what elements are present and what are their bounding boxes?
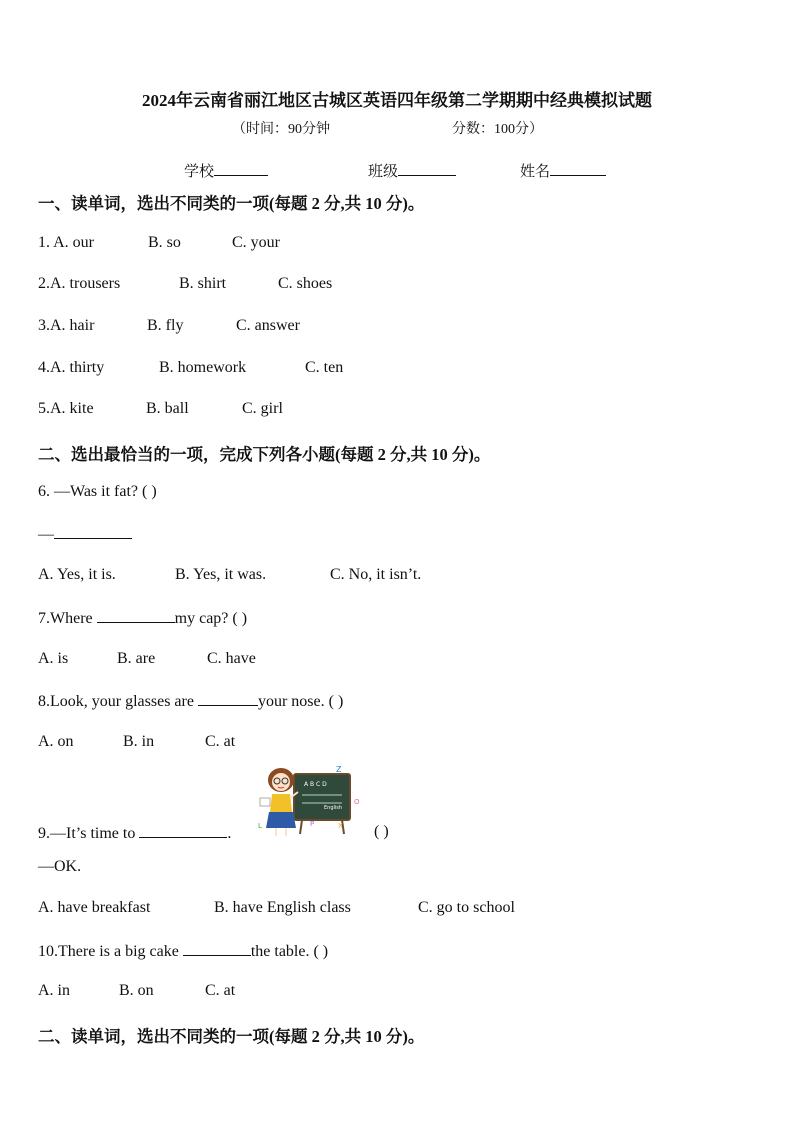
- q10-text-pre: 10.There is a big cake: [38, 943, 179, 960]
- question-9: [38, 823, 231, 843]
- school-blank: [214, 161, 268, 176]
- letter-z: Z: [336, 765, 342, 774]
- name-field: [520, 160, 606, 181]
- q7-blank: [97, 608, 175, 623]
- teacher-chalkboard-svg: [254, 762, 360, 840]
- name-label: 姓名: [520, 164, 551, 180]
- letter-o: O: [354, 798, 360, 806]
- q10-blank: [183, 941, 251, 956]
- q9-reply: —OK.: [38, 858, 82, 875]
- q10-option-b: B. on: [119, 982, 154, 999]
- class-field: [368, 160, 456, 181]
- board-word: English: [324, 805, 343, 811]
- q5-option-b: B. ball: [146, 400, 189, 417]
- q10-text-post: the table. ( ): [250, 943, 329, 960]
- q9-option-c: C. go to school: [418, 899, 515, 916]
- q9-paren: ( ): [374, 823, 389, 840]
- q2-option-b: B. shirt: [179, 275, 227, 292]
- question-4: [38, 359, 343, 377]
- exam-score: 分数：100分）: [452, 122, 543, 137]
- q4-option-c: C. ten: [305, 359, 344, 376]
- q7-option-c: C. have: [207, 650, 256, 667]
- teacher-skirt: [266, 812, 296, 828]
- q2-option-c: C. shoes: [278, 275, 333, 292]
- q1-option-b: B. so: [148, 234, 181, 251]
- q6-option-c: C. No, it isn’t.: [330, 566, 422, 583]
- section3-heading: 二、读单词，选出不同类的一项(每题 2 分,共 10 分)。: [38, 1027, 425, 1046]
- q4-option-a: 4.A. thirty: [38, 359, 105, 376]
- q6-options: [38, 566, 421, 584]
- q3-option-c: C. answer: [236, 317, 300, 334]
- q9-option-a: A. have breakfast: [38, 899, 151, 916]
- q9-text-pre: 9.—It’s time to: [38, 825, 136, 842]
- q5-option-c: C. girl: [242, 400, 283, 417]
- section1-heading: 一、读单词，选出不同类的一项(每题 2 分,共 10 分)。: [38, 194, 425, 213]
- question-10: [38, 941, 328, 961]
- q6-option-b: B. Yes, it was.: [175, 566, 267, 583]
- school-field: [184, 160, 268, 181]
- q8-option-b: B. in: [123, 733, 155, 750]
- q6-dash: —: [38, 526, 54, 543]
- q7-options: [38, 650, 256, 668]
- class-label: 班级: [368, 164, 399, 180]
- q10-option-c: C. at: [205, 982, 236, 999]
- school-label: 学校: [184, 164, 215, 180]
- q3-option-b: B. fly: [147, 317, 184, 334]
- teacher-shirt: [270, 794, 292, 812]
- exam-time: （时间：90分钟: [232, 122, 330, 137]
- q9-options: [38, 899, 515, 917]
- question-3: [38, 317, 300, 335]
- q4-option-b: B. homework: [159, 359, 247, 376]
- question-1: [38, 234, 280, 252]
- letter-x: X: [338, 822, 343, 830]
- q8-text-pre: 8.Look, your glasses are: [38, 693, 194, 710]
- q7-text-post: my cap? ( ): [174, 610, 248, 627]
- q6-option-a: A. Yes, it is.: [38, 566, 116, 583]
- q6-answer-line: [38, 524, 132, 544]
- q2-option-a: 2.A. trousers: [38, 275, 121, 292]
- book-icon: [260, 798, 270, 806]
- q8-text-post: your nose. ( ): [257, 693, 344, 710]
- question-5: [38, 400, 283, 418]
- q8-options: [38, 733, 235, 751]
- question-6: 6. —Was it fat? ( ): [38, 483, 157, 500]
- q6-blank: [54, 524, 132, 539]
- board-letters: A B C D: [304, 781, 327, 788]
- question-7: [38, 608, 247, 628]
- teacher-chalkboard-illustration: [254, 762, 360, 840]
- q1-option-a: 1. A. our: [38, 234, 94, 251]
- question-2: [38, 275, 332, 293]
- letter-p: P: [310, 820, 315, 828]
- q3-option-a: 3.A. hair: [38, 317, 95, 334]
- q1-option-c: C. your: [232, 234, 280, 251]
- question-8: [38, 691, 343, 711]
- q8-blank: [198, 691, 258, 706]
- q10-options: [38, 982, 235, 1000]
- section2-heading: 二、选出最恰当的一项，完成下列各小题(每题 2 分,共 10 分)。: [38, 445, 491, 464]
- q5-option-a: 5.A. kite: [38, 400, 94, 417]
- page-title: 2024年云南省丽江地区古城区英语四年级第二学期期中经典模拟试题: [142, 91, 652, 110]
- class-blank: [398, 161, 456, 176]
- name-blank: [550, 161, 606, 176]
- q9-option-b: B. have English class: [214, 899, 351, 916]
- q7-text-pre: 7.Where: [38, 610, 93, 627]
- q9-text-post: .: [227, 825, 232, 842]
- q10-option-a: A. in: [38, 982, 70, 999]
- q8-option-c: C. at: [205, 733, 236, 750]
- q7-option-a: A. is: [38, 650, 69, 667]
- letter-l: L: [258, 822, 262, 830]
- q7-option-b: B. are: [117, 650, 156, 667]
- q9-blank: [139, 823, 227, 838]
- q8-option-a: A. on: [38, 733, 74, 750]
